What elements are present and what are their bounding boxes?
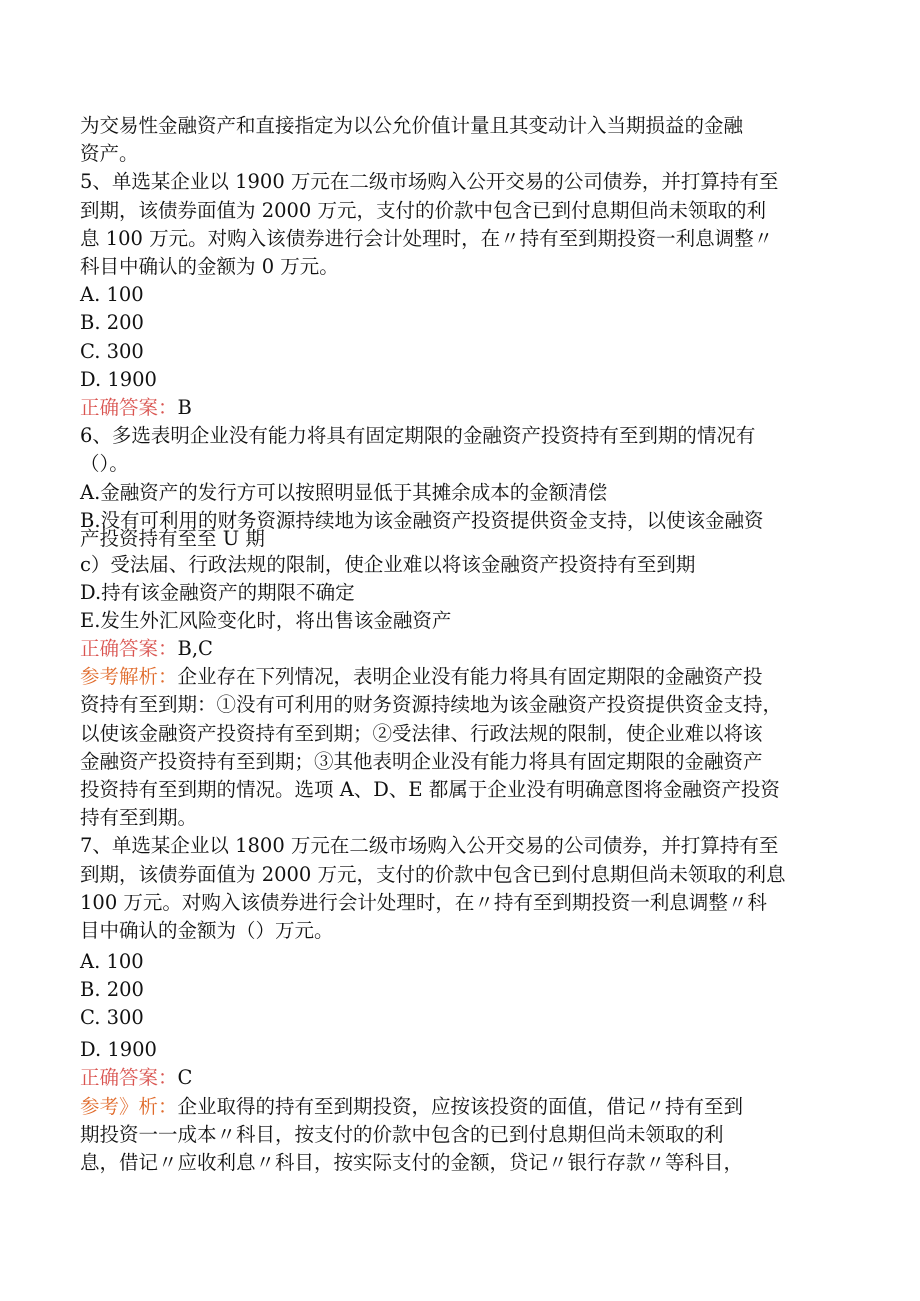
q5-option-a: A. 100 — [80, 283, 144, 306]
analysis-text: 企业存在下列情况，表明企业没有能力将具有固定期限的金融资产投 — [177, 665, 763, 688]
q5-stem-line: 息 100 万元。对购入该债券进行会计处理时，在〃持有至到期投资一利息调整〃 — [80, 227, 774, 250]
q6-stem-line: （）。 — [80, 452, 129, 475]
q5-stem-line: 5、单选某企业以 1900 万元在二级市场购入公开交易的公司债券，并打算持有至 — [80, 170, 779, 193]
q7-option-d: D. 1900 — [80, 1038, 157, 1061]
analysis-label: 参考》析： — [80, 1095, 178, 1118]
q6-analysis-line: 投资持有至到期的情况。选项 A、D、E 都属于企业没有明确意图将金融资产投资 — [80, 778, 780, 801]
intro-line: 资产。 — [80, 142, 139, 165]
answer-value: B — [177, 396, 192, 419]
q5-stem-line: 到期，该债券面值为 2000 万元，支付的价款中包含已到付息期但尚未领取的利 — [80, 199, 767, 222]
q6-stem-line: 6、多选表明企业没有能力将具有固定期限的金融资产投资持有至到期的情况有 — [80, 424, 756, 447]
answer-label: 正确答案： — [80, 637, 178, 660]
q7-analysis-line: 期投资一一成本〃科目，按支付的价款中包含的已到付息期但尚未领取的利 — [80, 1123, 724, 1146]
q6-analysis-line: 资持有至到期：①没有可利用的财务资源持续地为该金融资产投资提供资金支持， — [80, 693, 783, 716]
q6-analysis-line: 金融资产投资持有至到期；③其他表明企业没有能力将具有固定期限的金融资产 — [80, 750, 763, 773]
q7-stem-line: 目中确认的金额为（）万元。 — [80, 919, 334, 942]
q5-stem-line: 科目中确认的金额为 0 万元。 — [80, 255, 339, 278]
q6-analysis-line: 以使该金融资产投资持有至到期；②受法律、行政法规的限制，使企业难以将该 — [80, 722, 763, 745]
q7-stem-line: 到期，该债券面值为 2000 万元，支付的价款中包含已到付息期但尚未领取的利息 — [80, 863, 786, 886]
q6-option-d: D.持有该金融资产的期限不确定 — [80, 581, 355, 604]
intro-line: 为交易性金融资产和直接指定为以公允价值计量且其变动计入当期损益的金融 — [80, 114, 744, 137]
q6-option-b: B.没有可利用的财务资源持续地为该金融资产投资提供资金支持，以使该金融资 — [80, 509, 764, 532]
q7-analysis — [80, 1093, 743, 1121]
q5-option-c: C. 300 — [80, 340, 144, 363]
q6-answer — [80, 635, 213, 663]
q5-option-b: B. 200 — [80, 311, 144, 334]
q7-option-c: C. 300 — [80, 1006, 144, 1029]
q6-analysis — [80, 663, 763, 691]
q7-analysis-line: 息，借记〃应收利息〃科目，按实际支付的金额，贷记〃银行存款〃等科目， — [80, 1151, 744, 1174]
q5-option-d: D. 1900 — [80, 368, 157, 391]
q7-stem-line: 100 万元。对购入该债券进行会计处理时，在〃持有至到期投资一利息调整〃科 — [80, 891, 767, 914]
answer-value: C — [177, 1066, 193, 1089]
q7-stem-line: 7、单选某企业以 1800 万元在二级市场购入公开交易的公司债券，并打算持有至 — [80, 834, 779, 857]
q6-option-c: c）受法届、行政法规的限制，使企业难以将该金融资产投资持有至到期 — [80, 553, 696, 576]
q7-answer — [80, 1064, 192, 1092]
analysis-text: 企业取得的持有至到期投资，应按该投资的面值，借记〃持有至到 — [177, 1095, 744, 1118]
analysis-label: 参考解析： — [80, 665, 178, 688]
q6-analysis-line: 持有至到期。 — [80, 806, 198, 829]
q5-answer — [80, 394, 192, 422]
answer-label: 正确答案： — [80, 1066, 178, 1089]
q6-option-b-cont: 产投资持有至至 U 期 — [80, 527, 265, 550]
q6-option-e: E.发生外汇风险变化时，将出售该金融资产 — [80, 609, 452, 632]
q7-option-a: A. 100 — [80, 950, 144, 973]
q7-option-b: B. 200 — [80, 978, 144, 1001]
answer-value: B,C — [177, 637, 213, 660]
q6-option-a: A.金融资产的发行方可以按照明显低于其摊余成本的金额清偿 — [80, 481, 608, 504]
answer-label: 正确答案： — [80, 396, 178, 419]
